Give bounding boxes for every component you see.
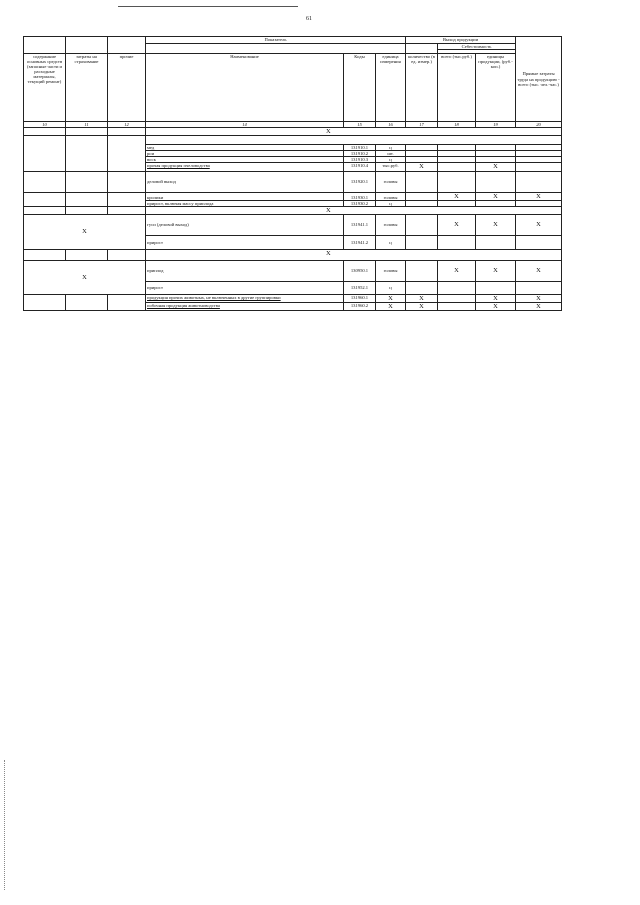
- merged-x-mark: X: [24, 260, 146, 294]
- row-name: побочная продукция животноводства: [146, 302, 344, 310]
- row-code: 131910.1: [344, 145, 376, 151]
- row-unit: шт.: [376, 151, 406, 157]
- x-mark: X: [516, 302, 562, 310]
- section-x-mark: X: [146, 206, 562, 214]
- empty-header-cell: [108, 37, 146, 54]
- x-mark: X: [516, 214, 562, 235]
- row-name: прирост: [146, 235, 344, 249]
- row-name: гуси (деловой выход): [146, 214, 344, 235]
- col-num: 18: [438, 122, 476, 128]
- x-mark: X: [516, 260, 562, 281]
- col-num: 16: [376, 122, 406, 128]
- row-unit: головы: [376, 171, 406, 192]
- x-mark: X: [516, 192, 562, 200]
- header-zatraty: затраты на страхование: [66, 54, 108, 122]
- x-mark: X: [438, 214, 476, 235]
- scan-edge-mark: [4, 760, 5, 890]
- row-code: 131910.4: [344, 163, 376, 171]
- col-num: 10: [24, 122, 66, 128]
- row-name: рои: [146, 151, 344, 157]
- x-mark: X: [406, 294, 438, 302]
- row-name: продукция прочих животных, не включенных в другие группировки: [146, 294, 344, 302]
- row-name: прочая продукция пчеловодства: [146, 163, 344, 171]
- row-code: 130950.1: [344, 260, 376, 281]
- section-x-mark: X: [146, 128, 562, 136]
- row-code: 131960.2: [344, 302, 376, 310]
- x-mark: X: [406, 163, 438, 171]
- table-row: [24, 260, 562, 281]
- table-row: [24, 249, 562, 260]
- row-code: 131930.1: [344, 192, 376, 200]
- row-code: 131930.2: [344, 200, 376, 206]
- row-unit: головы: [376, 192, 406, 200]
- table-row: [24, 171, 562, 192]
- row-unit: ц: [376, 235, 406, 249]
- row-unit: головы: [376, 214, 406, 235]
- empty-header-cell: [66, 37, 108, 54]
- header-pryamye: Прямые затраты труда на продукцию - всего (тыс. чел.-час.): [516, 37, 562, 122]
- row-code: 131941.2: [344, 235, 376, 249]
- row-unit: ц: [376, 145, 406, 151]
- empty-header-cell: [406, 44, 438, 54]
- row-unit: ц: [376, 200, 406, 206]
- header-kody: Коды: [344, 54, 376, 122]
- row-code: 131910.3: [344, 157, 376, 163]
- row-name: приплод: [146, 260, 344, 281]
- x-mark: X: [476, 260, 516, 281]
- x-mark: X: [376, 302, 406, 310]
- x-mark: X: [476, 302, 516, 310]
- header-vsego: всего (тыс.руб.): [438, 54, 476, 122]
- header-row-4: [24, 54, 562, 122]
- x-mark: X: [438, 260, 476, 281]
- header-naimenovanie: Наименование: [146, 54, 344, 122]
- empty-header-cell: [24, 37, 66, 54]
- row-name: деловой выход: [146, 171, 344, 192]
- col-num: 15: [344, 122, 376, 128]
- x-mark: X: [476, 294, 516, 302]
- col-num: 11: [66, 122, 108, 128]
- row-name: воск: [146, 157, 344, 163]
- x-mark: X: [376, 294, 406, 302]
- header-kolichestvo: количество (в ед. измер.): [406, 54, 438, 122]
- col-num: 17: [406, 122, 438, 128]
- row-name: кролики: [146, 192, 344, 200]
- table-row: [24, 128, 562, 136]
- x-mark: X: [406, 302, 438, 310]
- row-unit: ц: [376, 157, 406, 163]
- table-row: [24, 136, 562, 145]
- row-unit: тыс.руб.: [376, 163, 406, 171]
- x-mark: X: [476, 214, 516, 235]
- table-row: [24, 206, 562, 214]
- header-row-1: [24, 37, 562, 44]
- table-row: [24, 294, 562, 302]
- page-number: 61: [306, 16, 312, 22]
- x-mark: X: [476, 163, 516, 171]
- col-num: 20: [516, 122, 562, 128]
- row-code: 131960.1: [344, 294, 376, 302]
- row-name: прирост, включая массу приплода: [146, 200, 344, 206]
- header-vyhod: Выход продукции: [406, 37, 516, 44]
- row-code: 131952.1: [344, 281, 376, 294]
- x-mark: X: [438, 192, 476, 200]
- row-code: 131910.2: [344, 151, 376, 157]
- x-mark: X: [476, 192, 516, 200]
- row-code: 131941.1: [344, 214, 376, 235]
- header-pokazatel: Показатель: [146, 37, 406, 44]
- row-unit: ц: [376, 281, 406, 294]
- header-sebestoimost: Себестоимость: [438, 44, 516, 50]
- empty-header-cell: [146, 44, 406, 54]
- row-unit: головы: [376, 260, 406, 281]
- row-name: мед: [146, 145, 344, 151]
- table-row: [24, 192, 562, 200]
- header-soderzhanie: содержание основных средств (запасные части и расходные материалы, текущий ремонт): [24, 54, 66, 122]
- merged-x-mark: X: [24, 214, 146, 249]
- table-row: [24, 214, 562, 235]
- col-num: 19: [476, 122, 516, 128]
- header-edinicy: единицы продукции, (руб.-коп.): [476, 54, 516, 122]
- col-num: 14: [146, 122, 344, 128]
- production-cost-table: [23, 36, 562, 311]
- top-rule: [118, 6, 298, 7]
- header-prochie: прочие: [108, 54, 146, 122]
- row-name: прирост: [146, 281, 344, 294]
- header-edinica: единица измерения: [376, 54, 406, 122]
- col-num: 12: [108, 122, 146, 128]
- row-code: 131920.1: [344, 171, 376, 192]
- section-x-mark: X: [146, 249, 562, 260]
- x-mark: X: [516, 294, 562, 302]
